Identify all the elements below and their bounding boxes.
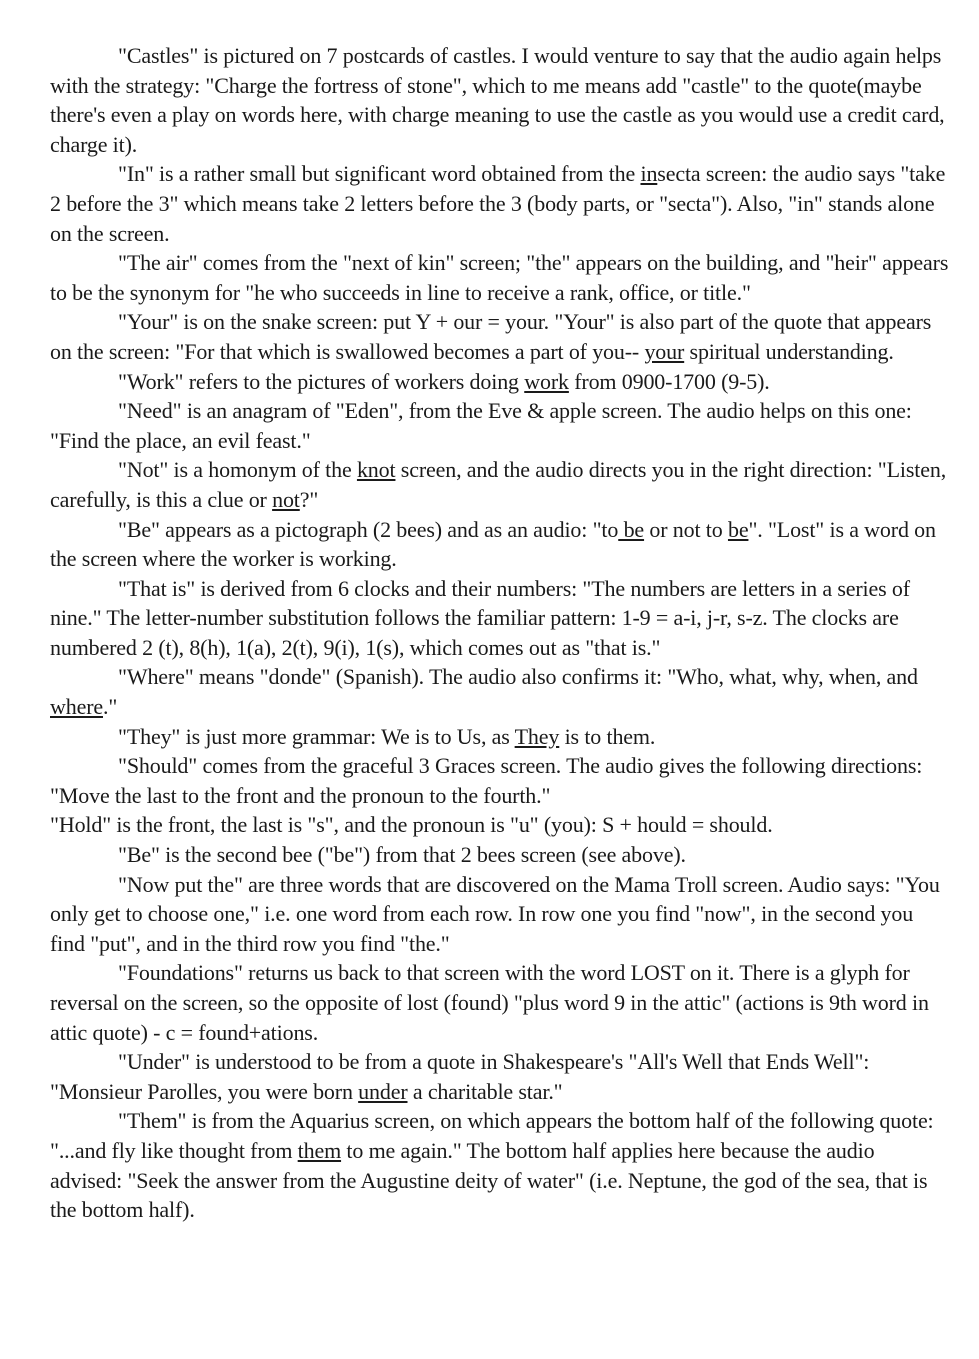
text-run: "In" is a rather small but significant word obtained from the [118,161,641,187]
underlined-text: your [644,338,685,364]
paragraph [50,958,951,1047]
text-run: is to them. [559,723,656,749]
paragraph [50,840,951,870]
text-run: "Them" is from the Aquarius screen, on which appears the bottom half of the following quote: "...and fly like thought from [50,1108,934,1163]
paragraph [50,722,951,752]
paragraph [50,248,951,307]
paragraph [50,455,951,514]
text-run: "Castles" is pictured on 7 postcards of castles. I would venture to say that the audio again helps with the strategy: "Charge the fortress of stone", which to me means add "castle" to the quote(maybe there's even a play on words here, with charge meaning to use the castle as you would use a credit card, charge it). [50,43,945,157]
text-run: ". "Lost" is a word on the screen where the worker is working. [50,516,936,572]
text-run: "That is" is derived from 6 clocks and their numbers: "The numbers are letters in a series of nine." The letter-number substitution follows the familiar pattern: 1-9 = a-i, j-r, s-z. The clocks are numbered 2 (t), 8(h), 1(a), 2(t), 9(i), 1(s), which comes out as "that is." [50,575,910,660]
document-body [50,41,951,1225]
text-run: "Be" is the second bee ("be") from that 2 bees screen (see above). [118,842,686,868]
underlined-text: where [50,694,103,720]
paragraph [50,367,951,397]
text-run: "Where" means "donde" (Spanish). The audio also confirms it: "Who, what, why, when, and [118,664,918,690]
paragraph [50,515,951,574]
text-run: from 0900-1700 (9-5). [568,368,770,394]
text-run: "Not" is a homonym of the [118,457,357,483]
paragraph [50,662,951,721]
text-run: "Now put the" are three words that are discovered on the Mama Troll screen. Audio says: "You only get to choose one," i.e. one word from each row. In row one you find "now", in the second you find "put", and in the third row you find "the." [50,871,940,956]
paragraph [50,870,951,959]
text-run: "Your" is on the snake screen: put Y + our = your. "Your" is also part of the quote that appears on the screen: "For that which is swallowed becomes a part of you-- [50,309,932,364]
underlined-text: in [640,161,658,187]
paragraph [50,159,951,248]
text-run: "Be" appears as a pictograph (2 bees) and as an audio: "to [118,516,619,542]
text-run: "Need" is an anagram of "Eden", from the Eve & apple screen. The audio helps on this one: "Find the place, an evil feast." [50,398,912,453]
paragraph [50,751,951,810]
paragraph [50,1106,951,1224]
underlined-text: be [727,516,749,542]
paragraph [50,307,951,366]
paragraph [50,396,951,455]
text-run: ." [103,694,118,720]
underlined-text: not [272,486,300,512]
text-run: ?" [299,486,319,512]
text-run: "Work" refers to the pictures of workers doing [118,368,525,394]
text-run: secta screen: the audio says "take 2 before the 3" which means take 2 letters before the 3 (body parts, or "secta"). Also, "in" stands alone on the screen. [50,161,946,246]
paragraph [50,1047,951,1106]
paragraph [50,41,951,159]
underlined-text: They [514,723,560,749]
underlined-text: knot [356,457,396,483]
text-run: "Hold" is the front, the last is "s", and the pronoun is "u" (you): S + hould = should. [50,812,773,838]
text-run: a charitable star." [407,1078,563,1104]
text-run: spiritual understanding. [684,338,894,364]
text-run: "They" is just more grammar: We is to Us, as [118,723,515,749]
underlined-text: them [297,1137,342,1163]
text-run: to me again." The bottom half applies here because the audio advised: "Seek the answer from the Augustine deity of water" (i.e. Neptune, the god of the sea, that is the bottom half). [50,1137,928,1223]
text-run: "The air" comes from the "next of kin" screen; "the" appears on the building, and "heir" appears to be the synonym for "he who succeeds in line to receive a rank, office, or title." [50,250,949,305]
text-run: "Should" comes from the graceful 3 Graces screen. The audio gives the following directions: "Move the last to the front and the pronoun to the fourth." [50,753,923,808]
underlined-text: under [358,1078,408,1104]
text-run: or not to [644,516,728,542]
underlined-text: work [524,368,569,394]
text-run: "Under" is understood to be from a quote in Shakespeare's "All's Well that Ends Well": "Monsieur Parolles, you were born [50,1049,870,1104]
text-run: screen, and the audio directs you in the right direction: "Listen, carefully, is this a clue or [50,457,947,512]
paragraph [50,810,951,840]
underlined-text: be [618,516,645,542]
text-run: "Foundations" returns us back to that screen with the word LOST on it. There is a glyph for reversal on the screen, so the opposite of lost (found) "plus word 9 in the attic" (actions is 9th word in attic quote) - c = found+ations. [50,960,929,1045]
paragraph [50,574,951,663]
